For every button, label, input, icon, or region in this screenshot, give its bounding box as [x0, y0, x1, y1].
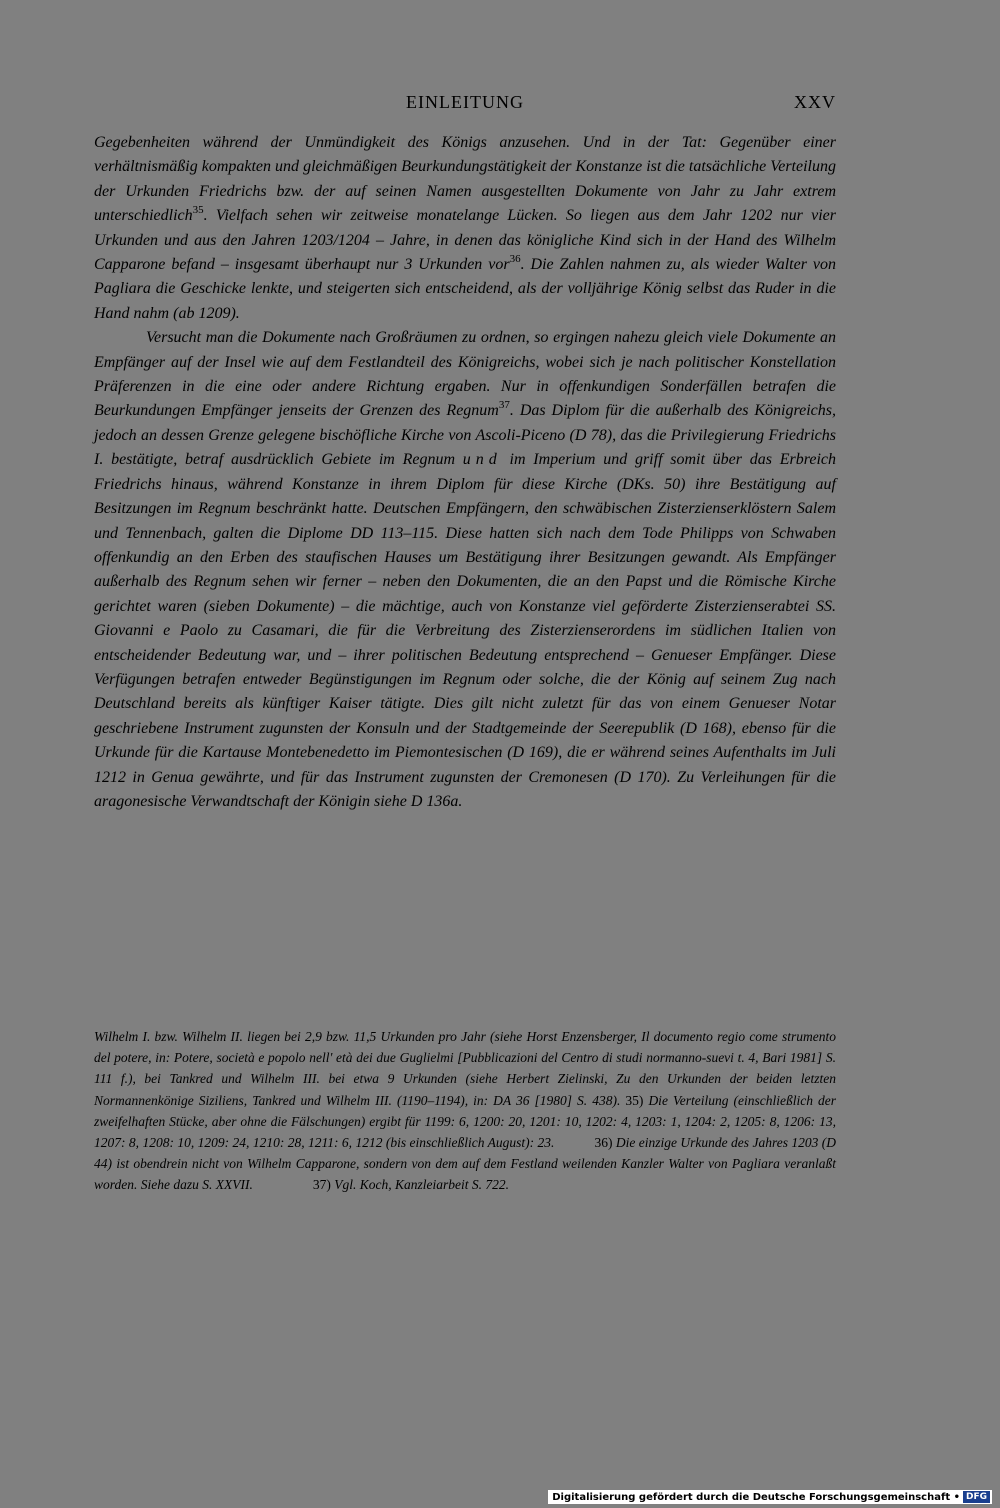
page-number: XXV: [794, 92, 836, 112]
running-head: EINLEITUNG: [406, 92, 524, 112]
footnote-continuation: Wilhelm I. bzw. Wilhelm II. liegen bei 2,9 bzw. 11,5 Urkunden pro Jahr (siehe Horst Enzensberger, Il documento regio come strumento del potere, in: Potere, società e popolo nell' età dei due Guglielmi [Pubblicazioni del Centro di studi normanno-suevi t. 4, Bari 1981] S. 111 f.), bei Tankred und Wilhelm III. bei etwa 9 Urkunden (siehe Herbert Zielinski, Zu den Urkunden der beiden letzten Normannenkönige Siziliens, Tankred und Wilhelm III. (1190–1194), in: DA 36 [1980] S. 438).: [94, 1029, 836, 1108]
footnote-ref-36[interactable]: 36: [509, 253, 521, 266]
paragraph-1: [94, 131, 836, 326]
text-run: im Imperium und griff somit über das Erbreich Friedrichs hinaus, während Konstanze in ihrem Diplom für diese Kirche (DKs. 50) ihre Bestätigung auf Besitzungen im Regnum beschränkt hatte. Deutschen Empfängern, den schwäbischen Zisterzienserklöstern Salem und Tennenbach, galten die Diplome DD 113–115. Diese hatten sich nach dem Tode Philipps von Schwaben offenkundig an den Erben des staufischen Hauses um Bestätigung ihrer Besitzungen gewandt. Als Empfänger außerhalb des Regnum sehen wir ferner – neben den Dokumenten, die an den Papst und die Römische Kirche gerichtet waren (sieben Dokumente) – die mächtige, auch von Konstanze viel geförderte Zisterzienserabtei SS. Giovanni e Paolo zu Casamari, die für die Verbreitung des Zisterzienserordens im südlichen Italien von entscheidender Bedeutung war, und – ihrer politischen Bedeutung entsprechend – Genueser Empfänger. Diese Verfügungen betrafen entweder Begünstigungen im Regnum oder solche, die der König auf seinem Zug nach Deutschland bereits als künftiger Kaiser tätigte. Dies gilt nicht zuletzt für das von einem Genueser Notar geschriebene Instrument zugunsten der Konsuln und der Stadtgemeinde der Seerepublik (D 168), ebenso für die Urkunde für die Kartause Montebenedetto im Piemontesischen (D 169), die er während seines Aufenthalts im Juli 1212 in Genua gewährte, und für das Instrument zugunsten der Cremonesen (D 170). Zu Verleihungen für die aragonesische Verwandtschaft der Königin siehe D 136a.: [94, 451, 836, 810]
page-header: [94, 90, 836, 116]
footnote-ref-35[interactable]: 35: [192, 204, 204, 217]
footer-credit: Digitalisierung gefördert durch die Deutsche Forschungsgemeinschaft •: [552, 1491, 960, 1503]
footnotes: [94, 1026, 836, 1196]
footnote-ref-37[interactable]: 37: [498, 399, 510, 412]
digitization-footer: [548, 1490, 992, 1504]
footnote-35: Die Verteilung (einschließlich der zweifelhaften Stücke, aber ohne die Fälschungen) ergibt für 1199: 6, 1200: 20, 1201: 10, 1202: 4, 1203: 1, 1204: 2, 1205: 8, 1206: 13, 1207: 8, 1208: 10, 1209: 24, 1210: 28, 1211: 6, 1212 (bis einschließlich August): 23.: [94, 1092, 837, 1151]
footnote-37: Vgl. Koch, Kanzleiarbeit S. 722.: [334, 1177, 509, 1193]
footnote-36: Die einzige Urkunde des Jahres 1203 (D 44) ist obendrein nicht von Wilhelm Capparone, sondern von dem auf dem Festland weilenden Kanzler Walter von Pagliara veranlaßt worden. Siehe dazu S. XXVII.: [94, 1135, 837, 1193]
footnote-block: [94, 1026, 836, 1196]
footnote-number-37: 37): [312, 1177, 331, 1193]
footnote-number-35: 35): [625, 1092, 644, 1108]
footnote-number-36: 36): [594, 1135, 613, 1151]
text-run: . Die Zahlen nahmen zu, als wieder Walter von Pagliara die Geschicke lenkte, und steigerten sich entscheidend, als der volljährige König selbst das Ruder in die Hand nahm (ab 1209).: [94, 256, 836, 322]
dfg-logo-icon: DFG: [963, 1491, 990, 1503]
text-run: Versucht man die Dokumente nach Großräumen zu ordnen, so ergingen nahezu gleich viele Dokumente an Empfänger auf der Insel wie auf dem Festlandteil des Königreichs, wobei sich je nach politischer Konstellation Präferenzen in die eine oder andere Richtung ergaben. Nur in offenkundigen Sonderfällen betrafen die Beurkundungen Empfänger jenseits der Grenzen des Regnum: [94, 329, 836, 420]
text-run: . Vielfach sehen wir zeitweise monatelange Lücken. So liegen aus dem Jahr 1202 nur vier Urkunden und aus den Jahren 1203/1204 – Jahre, in denen das königliche Kind sich in der Hand des Wilhelm Capparone befand – insgesamt überhaupt nur 3 Urkunden vor: [94, 207, 836, 274]
paragraph-2: [94, 326, 836, 814]
text-run: . Das Diplom für die außerhalb des Königreichs, jedoch an dessen Grenze gelegene bischöfliche Kirche von Ascoli-Piceno (D 78), das die Privilegierung Friedrichs I. bestätigte, betraf ausdrücklich Gebiete im Regnum: [94, 402, 837, 469]
text-run: Gegebenheiten während der Unmündigkeit des Königs anzusehen. Und in der Tat: Gegenüber einer verhältnismäßig kompakten und gleichmäßigen Beurkundungstätigkeit der Konstanze ist die tatsächliche Verteilung der Urkunden Friedrichs bzw. der auf seinen Namen ausgestellten Dokumente von Jahr zu Jahr extrem unterschiedlich: [94, 134, 836, 225]
spaced-emphasis: und: [462, 451, 502, 469]
main-text: [94, 131, 836, 814]
